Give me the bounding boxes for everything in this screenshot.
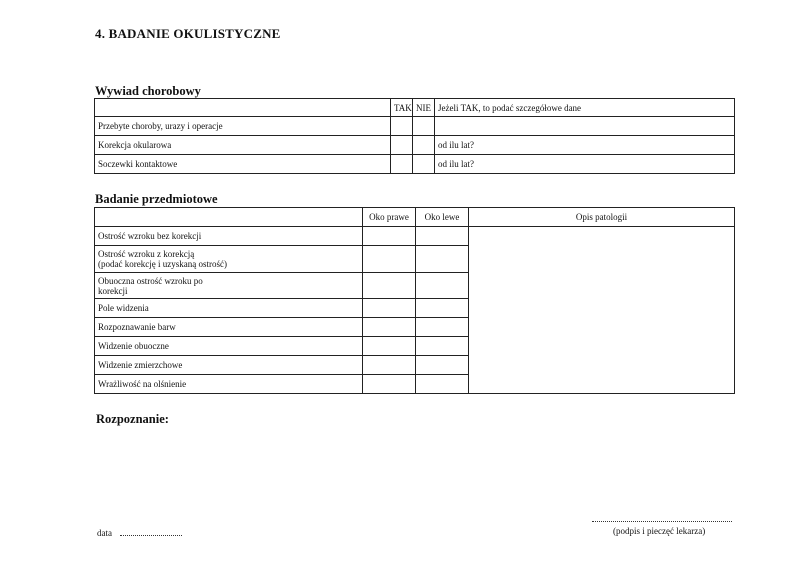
table-row: [95, 227, 735, 246]
nie-cell[interactable]: [413, 155, 435, 174]
details-cell[interactable]: od ilu lat?: [435, 155, 735, 174]
row-label: Widzenie obuoczne: [95, 337, 363, 356]
tak-cell[interactable]: [391, 136, 413, 155]
header-tak: TAK: [391, 99, 413, 117]
wywiad-table: [94, 98, 735, 174]
oko-prawe-cell[interactable]: [363, 337, 416, 356]
signature-label: (podpis i pieczęć lekarza): [613, 526, 706, 536]
oko-prawe-cell[interactable]: [363, 227, 416, 246]
header-oko-prawe: Oko prawe: [363, 208, 416, 227]
header-nie: NIE: [413, 99, 435, 117]
oko-prawe-cell[interactable]: [363, 375, 416, 394]
rozpoznanie-label: Rozpoznanie:: [96, 412, 169, 426]
table-row: [95, 136, 735, 155]
wywiad-header-empty: [95, 99, 391, 117]
oko-lewe-cell[interactable]: [416, 337, 469, 356]
badanie-header-row: [95, 208, 735, 227]
tak-cell[interactable]: [391, 117, 413, 136]
row-label: Korekcja okularowa: [95, 136, 391, 155]
header-oko-lewe: Oko lewe: [416, 208, 469, 227]
table-row: [95, 117, 735, 136]
row-label: Widzenie zmierzchowe: [95, 356, 363, 375]
header-details: Jeżeli TAK, to podać szczegółowe dane: [435, 99, 735, 117]
signature-dotted-line[interactable]: [592, 517, 732, 522]
badanie-header-empty: [95, 208, 363, 227]
table-row: [95, 155, 735, 174]
row-label: Wrażliwość na olśnienie: [95, 375, 363, 394]
row-label: Rozpoznawanie barw: [95, 318, 363, 337]
oko-lewe-cell[interactable]: [416, 273, 469, 299]
section-title: 4. BADANIE OKULISTYCZNE: [95, 26, 281, 41]
nie-cell[interactable]: [413, 117, 435, 136]
row-label: Przebyte choroby, urazy i operacje: [95, 117, 391, 136]
oko-lewe-cell[interactable]: [416, 246, 469, 273]
row-label: Ostrość wzroku bez korekcji: [95, 227, 363, 246]
oko-prawe-cell[interactable]: [363, 246, 416, 273]
badanie-table: [94, 207, 735, 394]
oko-prawe-cell[interactable]: [363, 299, 416, 318]
row-label: Soczewki kontaktowe: [95, 155, 391, 174]
date-label: data: [97, 528, 112, 538]
oko-prawe-cell[interactable]: [363, 318, 416, 337]
header-opis-patologii: Opis patologii: [469, 208, 735, 227]
wywiad-title: Wywiad chorobowy: [95, 84, 201, 98]
tak-cell[interactable]: [391, 155, 413, 174]
oko-lewe-cell[interactable]: [416, 227, 469, 246]
opis-patologii-cell[interactable]: [469, 227, 735, 394]
oko-prawe-cell[interactable]: [363, 273, 416, 299]
oko-lewe-cell[interactable]: [416, 356, 469, 375]
details-cell[interactable]: od ilu lat?: [435, 136, 735, 155]
oko-lewe-cell[interactable]: [416, 318, 469, 337]
date-dotted-line[interactable]: [120, 528, 182, 536]
nie-cell[interactable]: [413, 136, 435, 155]
badanie-title: Badanie przedmiotowe: [95, 192, 218, 206]
row-label: Obuoczna ostrość wzroku po korekcji: [95, 273, 363, 299]
oko-prawe-cell[interactable]: [363, 356, 416, 375]
oko-lewe-cell[interactable]: [416, 375, 469, 394]
date-field: [97, 528, 182, 538]
wywiad-header-row: [95, 99, 735, 117]
details-cell[interactable]: [435, 117, 735, 136]
row-label: Ostrość wzroku z korekcją (podać korekcję i uzyskaną ostrość): [95, 246, 363, 273]
row-label: Pole widzenia: [95, 299, 363, 318]
oko-lewe-cell[interactable]: [416, 299, 469, 318]
